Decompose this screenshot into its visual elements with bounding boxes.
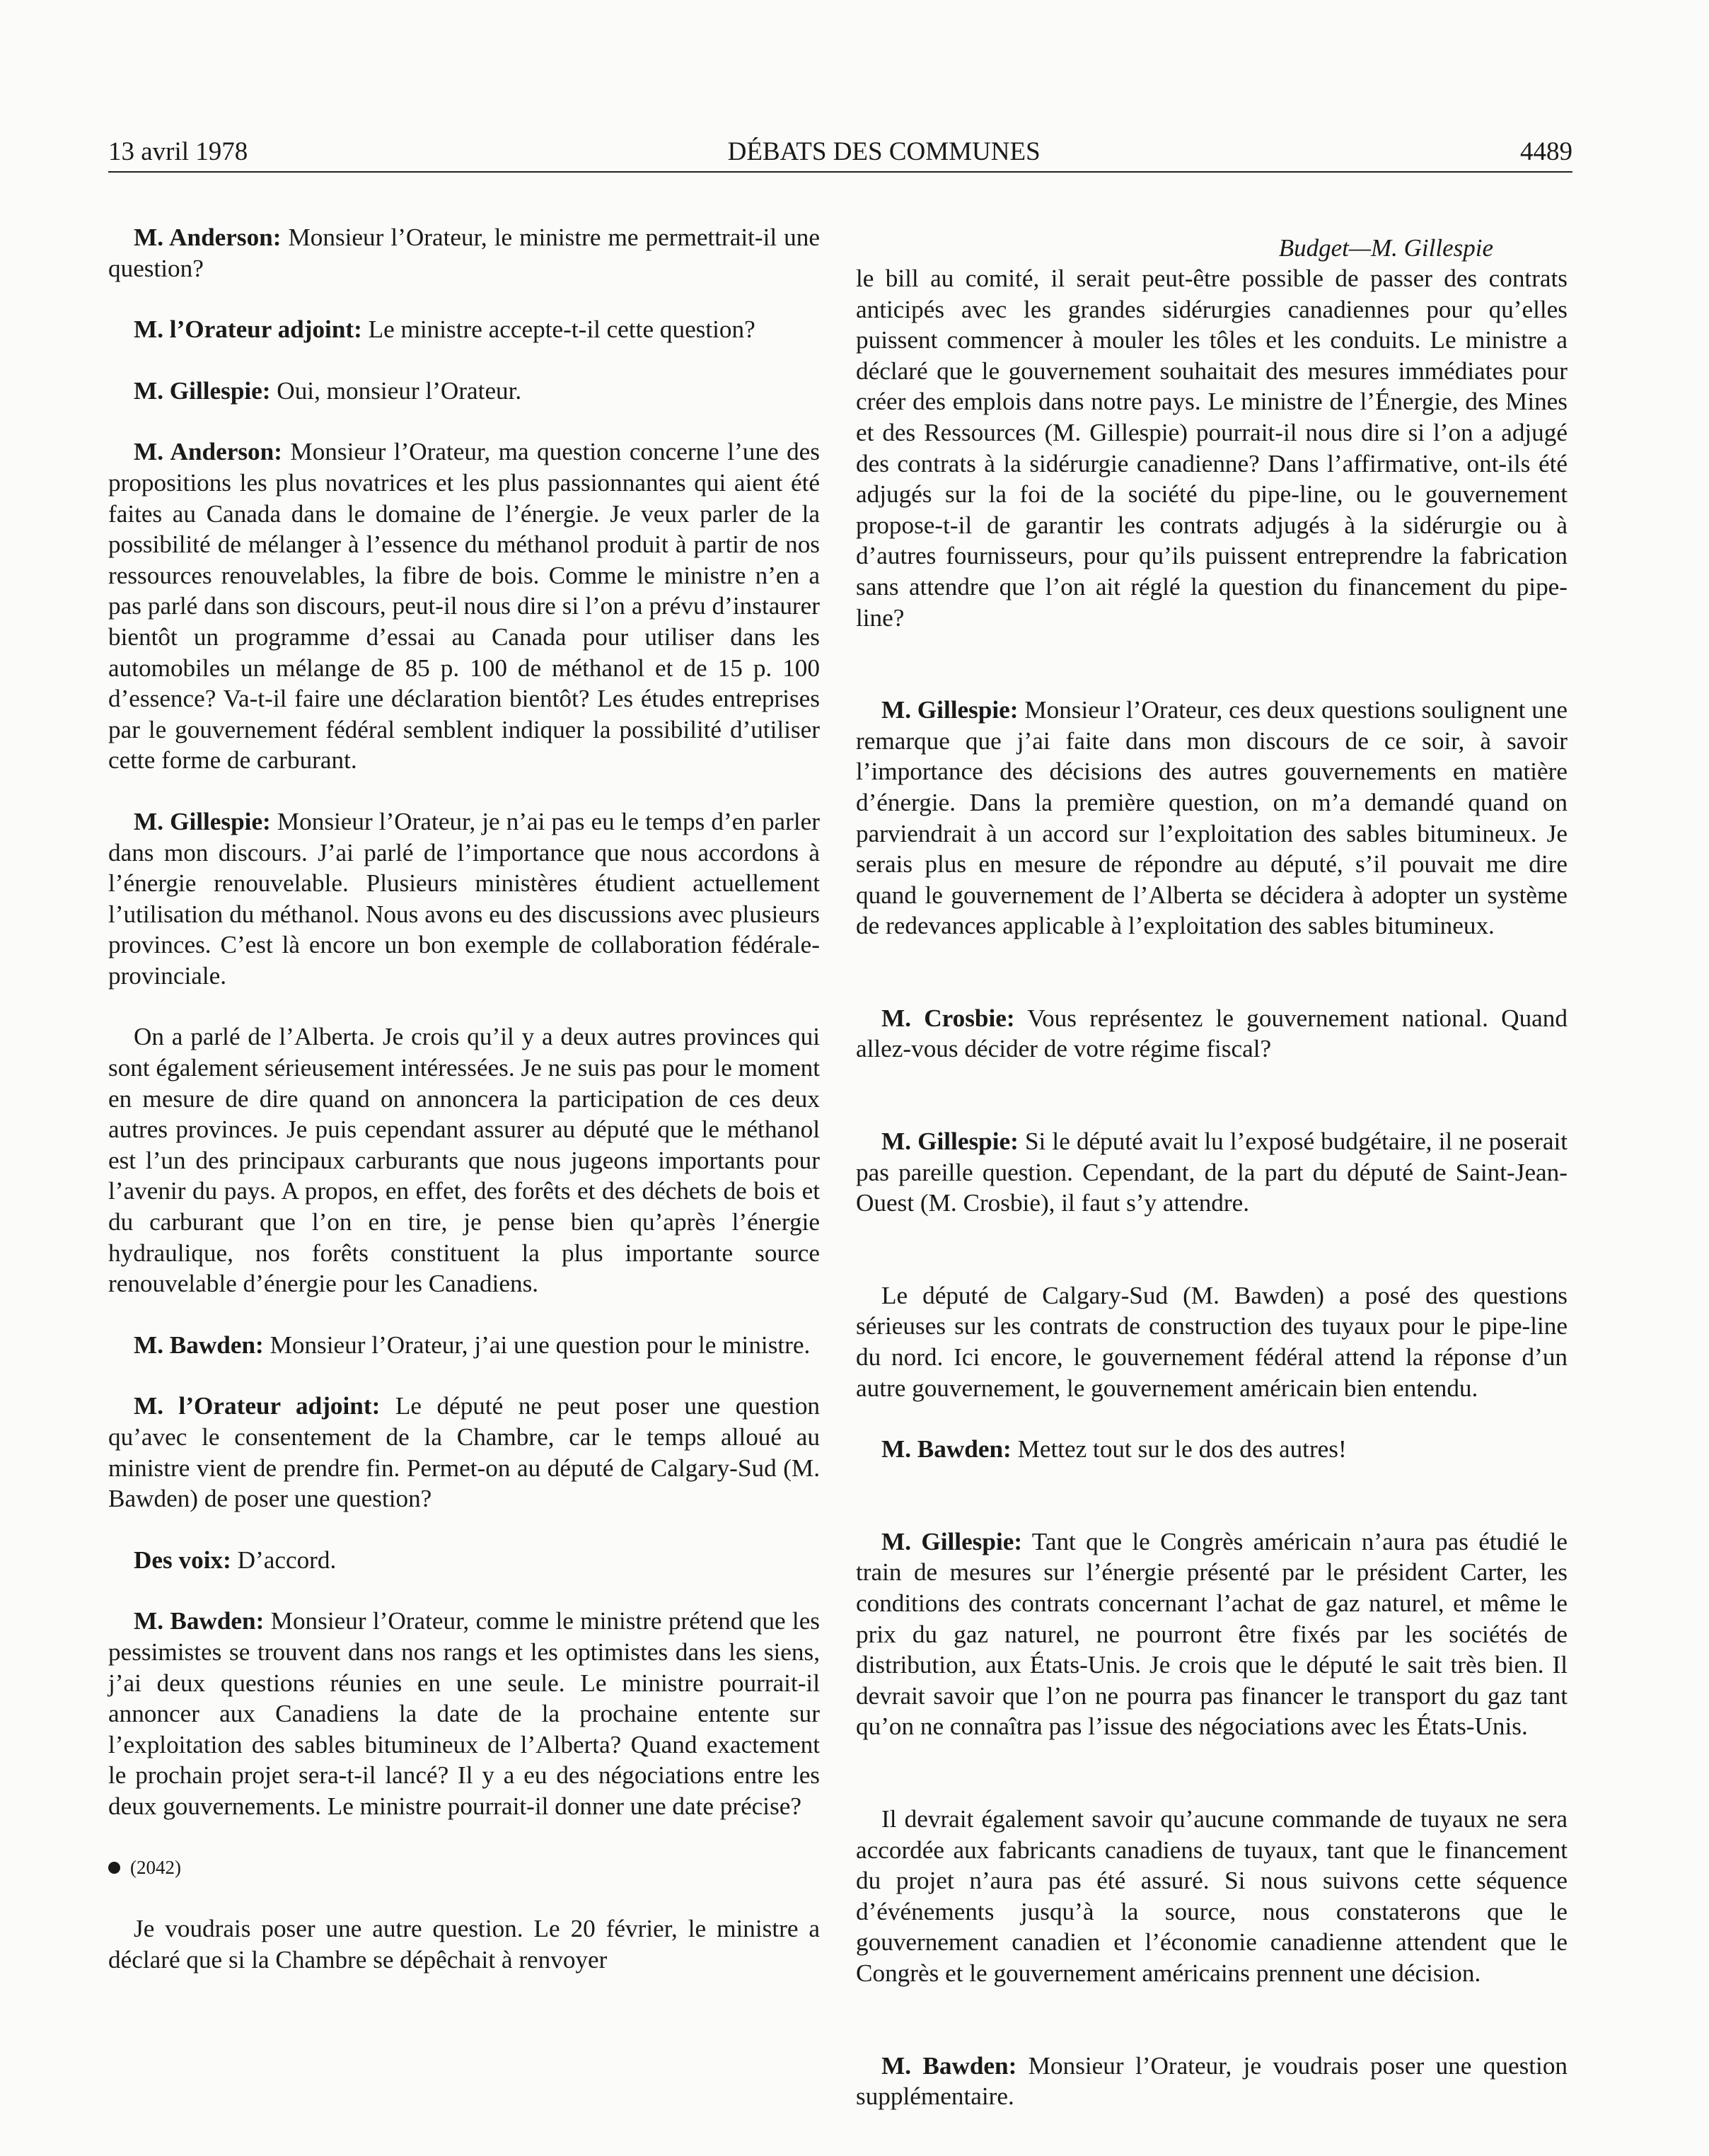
paragraph-text: Il devrait également savoir qu’aucune commande de tuyaux ne sera accordée aux fabricants canadiens de tuyaux, tant que le financement du projet n’aura pas été assuré. Si nous suivons cette séquence d’événements jusqu’à la source, nous constaterons que le gouvernement canadien et l’économie canadienne attendent que le Congrès et le gouvernement américains prennent une décision. bbox=[856, 1804, 1568, 1987]
paragraph-text: Si le député avait lu l’exposé budgétaire, il ne poserait pas pareille question. Cependant, de la part du député de Saint-Jean-Ouest (M. Crosbie), il faut s’y attendre. bbox=[856, 1128, 1568, 1217]
speaker-name: M. l’Orateur adjoint: bbox=[134, 315, 362, 344]
paragraph-text: Monsieur l’Orateur, comme le ministre prétend que les pessimistes se trouvent dans nos rangs et les optimistes dans les siens, j’ai deux questions réunies en une seule. Le ministre pourrait-il annoncer aux Canadiens la date de la prochaine entente sur l’exploitation des sables bitumineux de l’Alberta? Quand exactement le prochain projet sera-t-il lancé? Il y a eu des négociations entre les deux gouvernements. Le ministre pourrait-il donner une date précise? bbox=[108, 1607, 820, 1820]
time-marker bbox=[108, 1853, 820, 1884]
paragraph bbox=[108, 1606, 820, 1821]
paragraph bbox=[856, 695, 1568, 941]
paragraph bbox=[108, 1391, 820, 1514]
paragraph bbox=[108, 1913, 820, 1975]
paragraph-text: Oui, monsieur l’Orateur. bbox=[277, 376, 522, 405]
speaker-name: M. Bawden: bbox=[134, 1607, 265, 1635]
paragraph-text: Le député ne peut poser une question qu’avec le consentement de la Chambre, car le temps alloué au ministre vient de prendre fin. Permet-on au député de Calgary-Sud (M. Bawden) de poser une question? bbox=[108, 1392, 821, 1513]
paragraph-text: Monsieur l’Orateur, ma question concerne l’une des propositions les plus novatrices et les plus passionnantes qui aient été faites au Canada dans le domaine de l’énergie. Je veux parler de la possibilité de mélanger à l’essence du méthanol produit à partir de nos ressources renouvelables, la fibre de bois. Comme le ministre n’en a pas parlé dans son discours, peut-il nous dire si l’on a prévu d’instaurer bientôt un programme d’essai au Canada pour utiliser dans les automobiles un mélange de 85 p. 100 de méthanol et de 15 p. 100 d’essence? Va-t-il faire une déclaration bientôt? Les études entreprises par le gouvernement fédéral semblent indiquer la possibilité d’utiliser cette forme de carburant. bbox=[108, 438, 820, 775]
paragraph-text: Tant que le Congrès américain n’aura pas étudié le train de mesures sur l’énergie présenté par le président Carter, les conditions des contrats concernant l’achat de gaz naturel, et même le prix du gaz naturel, ne pourront être fixés par les sociétés de distribution, aux États-Unis. Je crois que le député le sait très bien. Il devrait savoir que l’on ne pourra pas financer le transport du gaz tant qu’on ne connaîtra pas l’issue des négociations avec les États-Unis. bbox=[856, 1527, 1568, 1741]
paragraph bbox=[856, 1280, 1568, 1403]
page-header bbox=[108, 134, 1572, 170]
time-marker-text: (2042) bbox=[130, 1856, 181, 1878]
paragraph bbox=[856, 1526, 1568, 1742]
header-title: DÉBATS DES COMMUNES bbox=[727, 137, 1041, 166]
speaker-name: M. Gillespie: bbox=[134, 807, 271, 835]
paragraph bbox=[108, 376, 820, 407]
speaker-name: M. Bawden: bbox=[881, 1435, 1012, 1464]
paragraph bbox=[856, 1434, 1568, 1465]
paragraph bbox=[108, 222, 820, 284]
page-number: 4489 bbox=[1519, 137, 1572, 166]
paragraph-text: Monsieur l’Orateur, je voudrais poser une question supplémentaire. bbox=[856, 2051, 1568, 2111]
running-head: Budget—M. Gillespie bbox=[1278, 234, 1493, 262]
header-rule bbox=[108, 171, 1572, 173]
paragraph bbox=[856, 2051, 1568, 2112]
paragraph bbox=[108, 806, 820, 992]
bullet-icon bbox=[108, 1862, 120, 1874]
paragraph-text: Monsieur l’Orateur, je n’ai pas eu le temps d’en parler dans mon discours. J’ai parlé de l’importance que nous accordons à l’énergie renouvelable. Plusieurs ministères étudient actuellement l’utilisation du méthanol. Nous avons eu des discussions avec plusieurs provinces. C’est là encore un bon exemple de collaboration fédérale-provinciale. bbox=[108, 807, 820, 990]
paragraph-text: Vous représentez le gouvernement national. Quand allez-vous décider de votre régime fiscal? bbox=[856, 1004, 1568, 1063]
paragraph bbox=[108, 436, 820, 776]
speaker-name: M. Anderson: bbox=[134, 438, 282, 466]
paragraph-text: Le député de Calgary-Sud (M. Bawden) a posé des questions sérieuses sur les contrats de construction des tuyaux pour le pipe-line du nord. Ici encore, le gouvernement fédéral attend la réponse d’un autre gouvernement, le gouvernement américain bien entendu. bbox=[856, 1281, 1568, 1402]
paragraph bbox=[856, 1804, 1568, 1989]
speaker-name: M. Bawden: bbox=[134, 1331, 264, 1359]
paragraph bbox=[108, 1545, 820, 1576]
paragraph-text: D’accord. bbox=[237, 1546, 337, 1574]
paragraph-text: Monsieur l’Orateur, ces deux questions soulignent une remarque que j’ai faite dans mon discours de ce soir, à savoir l’importance des décisions des autres gouvernements en matière d’énergie. Dans la première question, on m’a demandé quand on parviendrait à un accord sur l’exploitation des sables bitumineux. Je serais plus en mesure de répondre au député, s’il pouvait me dire quand le gouvernement de l’Alberta se décidera à adopter un système de redevances applicable à l’exploitation des sables bitumineux. bbox=[856, 696, 1568, 940]
speaker-name: M. Bawden: bbox=[881, 2051, 1017, 2080]
paragraph bbox=[108, 314, 820, 345]
header-date: 13 avril 1978 bbox=[108, 137, 248, 166]
speaker-name: M. Gillespie: bbox=[881, 1527, 1023, 1555]
paragraph bbox=[108, 1021, 820, 1299]
speaker-name: M. Gillespie: bbox=[134, 376, 271, 405]
paragraph bbox=[856, 1126, 1568, 1219]
speaker-name: M. Gillespie: bbox=[881, 696, 1019, 724]
speaker-name: M. Anderson: bbox=[134, 224, 282, 251]
speaker-name: M. Crosbie: bbox=[881, 1004, 1015, 1032]
paragraph-text: le bill au comité, il serait peut-être possible de passer des contrats anticipés avec les grandes sidérurgies canadiennes pour qu’elles puissent commencer à mouler les tôles et les conduits. Le ministre a déclaré que le gouvernement souhaitait des mesures immédiates pour créer des emplois dans notre pays. Le ministre de l’Énergie, des Mines et des Ressources (M. Gillespie) pourrait-il nous dire si l’on a adjugé des contrats à la sidérurgie canadienne? Dans l’affirmative, ont-ils été adjugés sur la foi de la société du pipe-line, ou le gouvernement propose-t-il de garantir les contrats adjugés à la sidérurgie ou à d’autres fournisseurs, pour qu’ils puissent entreprendre la fabrication sans attendre que l’on ait réglé la question du financement du pipe-line? bbox=[856, 265, 1568, 632]
paragraph bbox=[856, 263, 1568, 633]
left-column bbox=[108, 222, 820, 1975]
speaker-name: Des voix: bbox=[134, 1546, 231, 1574]
paragraph-text: Le ministre accepte-t-il cette question? bbox=[368, 315, 755, 344]
paragraph bbox=[856, 1003, 1568, 1065]
right-column bbox=[856, 233, 1568, 2112]
paragraph-text: Monsieur l’Orateur, le ministre me permettrait-il une question? bbox=[108, 224, 820, 282]
speaker-name: M. Gillespie: bbox=[881, 1128, 1019, 1156]
speaker-name: M. l’Orateur adjoint: bbox=[134, 1392, 381, 1420]
paragraph-text: Mettez tout sur le dos des autres! bbox=[1017, 1435, 1347, 1464]
paragraph-text: Je voudrais poser une autre question. Le 20 février, le ministre a déclaré que si la Chambre se dépêchait à renvoyer bbox=[108, 1915, 820, 1974]
paragraph-text: On a parlé de l’Alberta. Je crois qu’il y a deux autres provinces qui sont également sérieusement intéressées. Je ne suis pas pour le moment en mesure de dire quand on annoncera la participation de ces deux autres provinces. Je puis cependant assurer au député que le méthanol est l’un des principaux carburants que nous jugeons importants pour l’avenir du pays. A propos, en effet, des forêts et des déchets de bois et du carburant que l’on en tire, je pense bien qu’après l’énergie hydraulique, nos forêts constituent la plus importante source renouvelable d’énergie pour les Canadiens. bbox=[108, 1023, 820, 1298]
paragraph bbox=[108, 1330, 820, 1361]
paragraph-text: Monsieur l’Orateur, j’ai une question pour le ministre. bbox=[270, 1331, 811, 1359]
